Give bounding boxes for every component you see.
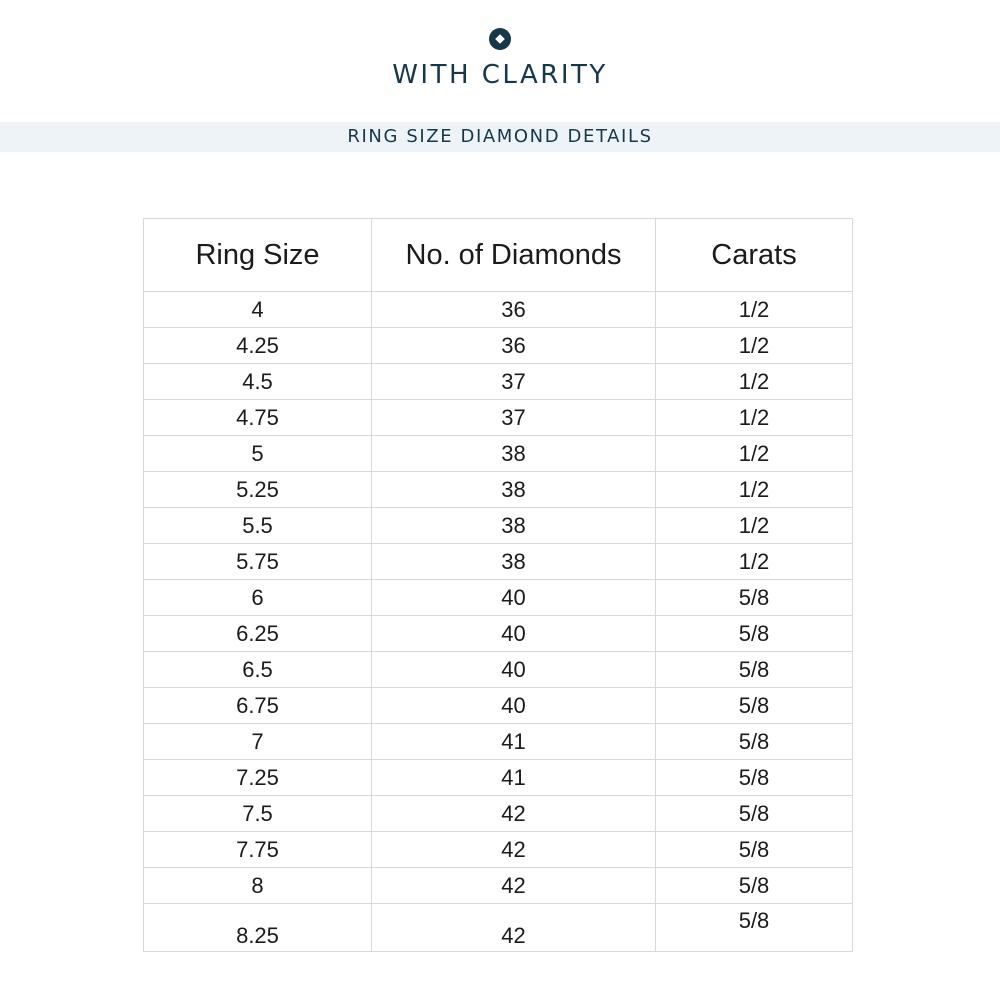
ring-size-cell: 4.5 — [144, 364, 372, 400]
table-row — [144, 724, 853, 760]
carats-cell: 5/8 — [656, 688, 853, 724]
diamond-count-cell: 40 — [372, 580, 656, 616]
table-row — [144, 868, 853, 904]
ring-size-cell: 7.75 — [144, 832, 372, 868]
ring-size-table — [143, 218, 853, 952]
carats-cell: 1/2 — [656, 544, 853, 580]
table-row — [144, 436, 853, 472]
diamond-count-cell: 38 — [372, 472, 656, 508]
table-row — [144, 616, 853, 652]
diamond-count-cell: 38 — [372, 436, 656, 472]
table-row — [144, 904, 853, 952]
carats-cell: 1/2 — [656, 472, 853, 508]
diamond-count-cell: 38 — [372, 508, 656, 544]
ring-size-cell: 4 — [144, 292, 372, 328]
carats-cell: 5/8 — [656, 652, 853, 688]
carats-cell: 5/8 — [656, 580, 853, 616]
table-row — [144, 400, 853, 436]
carats-cell: 5/8 — [656, 724, 853, 760]
diamond-count-cell: 40 — [372, 616, 656, 652]
diamond-count-cell: 36 — [372, 292, 656, 328]
carats-cell: 1/2 — [656, 292, 853, 328]
table-row — [144, 796, 853, 832]
diamond-count-cell: 41 — [372, 760, 656, 796]
ring-size-cell: 4.75 — [144, 400, 372, 436]
ring-size-cell: 6.75 — [144, 688, 372, 724]
diamond-count-cell: 42 — [372, 904, 656, 952]
table-row — [144, 472, 853, 508]
carats-cell: 1/2 — [656, 436, 853, 472]
carats-cell: 1/2 — [656, 328, 853, 364]
carats-cell: 5/8 — [656, 832, 853, 868]
ring-size-cell: 5 — [144, 436, 372, 472]
table-row — [144, 328, 853, 364]
diamond-count-cell: 37 — [372, 364, 656, 400]
table-row — [144, 580, 853, 616]
diamond-circle-logo-icon — [489, 28, 511, 50]
ring-size-cell: 5.5 — [144, 508, 372, 544]
carats-cell: 5/8 — [656, 616, 853, 652]
ring-size-cell: 6 — [144, 580, 372, 616]
ring-size-cell: 6.25 — [144, 616, 372, 652]
diamond-count-cell: 40 — [372, 688, 656, 724]
diamond-count-cell: 37 — [372, 400, 656, 436]
ring-size-cell: 7.5 — [144, 796, 372, 832]
header-no-of-diamonds: No. of Diamonds — [372, 219, 656, 292]
ring-size-cell: 7 — [144, 724, 372, 760]
diamond-count-cell: 42 — [372, 796, 656, 832]
diamond-count-cell: 40 — [372, 652, 656, 688]
table-row — [144, 544, 853, 580]
brand-name: WITH CLARITY — [392, 60, 608, 90]
carats-cell: 1/2 — [656, 364, 853, 400]
ring-size-cell: 5.25 — [144, 472, 372, 508]
ring-size-cell: 8 — [144, 868, 372, 904]
diamond-count-cell: 36 — [372, 328, 656, 364]
carats-cell: 1/2 — [656, 508, 853, 544]
table-header-row — [144, 219, 853, 292]
header-ring-size: Ring Size — [144, 219, 372, 292]
table-row — [144, 652, 853, 688]
diamond-count-cell: 42 — [372, 832, 656, 868]
carats-cell: 5/8 — [656, 796, 853, 832]
table-row — [144, 760, 853, 796]
table-row — [144, 688, 853, 724]
title-banner — [0, 122, 1000, 152]
diamond-count-cell: 42 — [372, 868, 656, 904]
ring-size-cell: 4.25 — [144, 328, 372, 364]
diamond-count-cell: 38 — [372, 544, 656, 580]
diamond-count-cell: 41 — [372, 724, 656, 760]
page-title: RING SIZE DIAMOND DETAILS — [347, 126, 653, 147]
ring-size-cell: 5.75 — [144, 544, 372, 580]
table-row — [144, 832, 853, 868]
ring-size-cell: 6.5 — [144, 652, 372, 688]
header-carats: Carats — [656, 219, 853, 292]
carats-cell: 5/8 — [656, 904, 853, 952]
carats-cell: 5/8 — [656, 868, 853, 904]
table-row — [144, 508, 853, 544]
carats-cell: 5/8 — [656, 760, 853, 796]
ring-size-cell: 8.25 — [144, 904, 372, 952]
carats-cell: 1/2 — [656, 400, 853, 436]
table-row — [144, 292, 853, 328]
ring-size-cell: 7.25 — [144, 760, 372, 796]
table-row — [144, 364, 853, 400]
